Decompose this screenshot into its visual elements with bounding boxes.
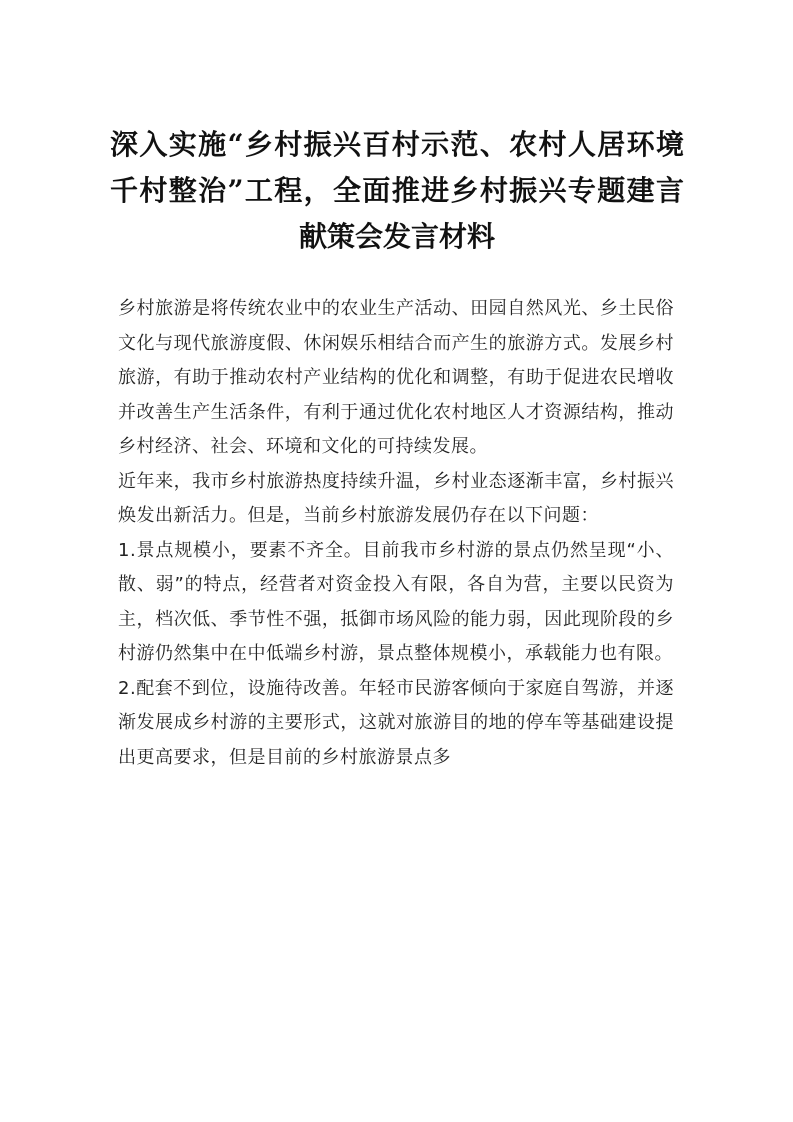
paragraph-problem-1: 1.景点规模小，要素不齐全。目前我市乡村游的景点仍然呈现“小、散、弱”的特点，经营者对资金投入有限，各自为营，主要以民资为主，档次低、季节性不强，抵御市场风险的能力弱，因此现阶段的乡村游仍然集中在中低端乡村游，景点整体规模小，承载能力也有限。 — [118, 539, 674, 664]
document-title: 深入实施“乡村振兴百村示范、农村人居环境千村整治”工程，全面推进乡村振兴专题建言献策会发言材料 — [110, 128, 684, 253]
document-body — [118, 292, 674, 775]
paragraph-problems-lead: 近年来，我市乡村旅游热度持续升温，乡村业态逐渐丰富，乡村振兴焕发出新活力。但是，当前乡村旅游发展仍存在以下问题： — [118, 470, 674, 526]
paragraph-intro: 乡村旅游是将传统农业中的农业生产活动、田园自然风光、乡土民俗文化与现代旅游度假、休闲娱乐相结合而产生的旅游方式。发展乡村旅游，有助于推动农村产业结构的优化和调整，有助于促进农民增收并改善生产生活条件，有利于通过优化农村地区人才资源结构，推动乡村经济、社会、环境和文化的可持续发展。 — [118, 298, 674, 457]
paragraph-problem-2: 2.配套不到位，设施待改善。年轻市民游客倾向于家庭自驾游，并逐渐发展成乡村游的主要形式，这就对旅游目的地的停车等基础建设提出更高要求，但是目前的乡村旅游景点多 — [118, 677, 674, 768]
